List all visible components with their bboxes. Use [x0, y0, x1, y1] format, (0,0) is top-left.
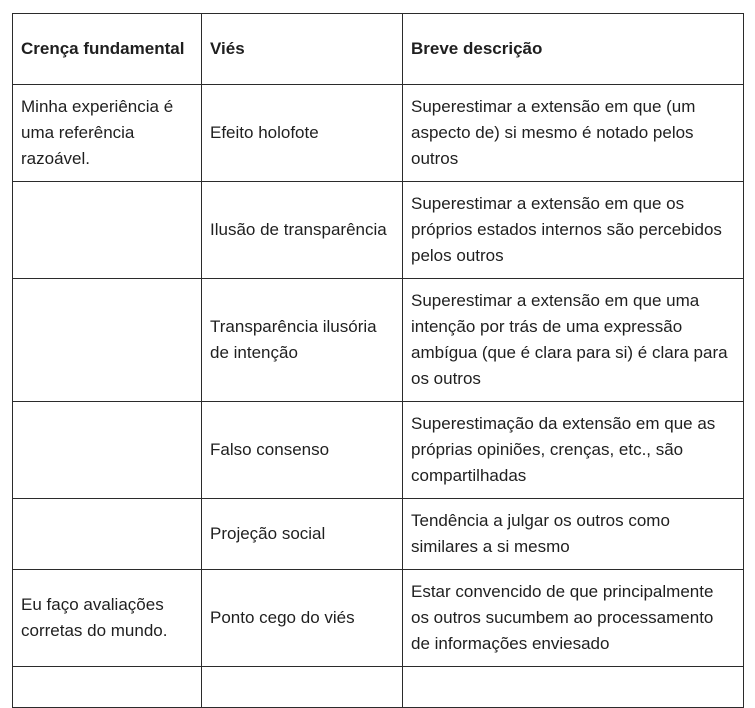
cell-bias: Efeito holofote — [202, 85, 403, 182]
cell-description — [403, 667, 744, 708]
cell-bias: Transparência ilusória de intenção — [202, 279, 403, 402]
cell-belief — [13, 279, 202, 402]
cell-description: Superestimar a extensão em que os próprios estados internos são percebidos pelos outros — [403, 182, 744, 279]
cell-bias — [202, 667, 403, 708]
table-row — [13, 85, 744, 182]
cell-description: Superestimação da extensão em que as próprias opiniões, crenças, etc., são compartilhadas — [403, 402, 744, 499]
cell-bias: Ponto cego do viés — [202, 570, 403, 667]
table-row — [13, 667, 744, 708]
bias-table — [12, 13, 744, 708]
table-row — [13, 570, 744, 667]
header-bias: Viés — [202, 14, 403, 85]
table-row — [13, 279, 744, 402]
table-header-row — [13, 14, 744, 85]
cell-description: Tendência a julgar os outros como similares a si mesmo — [403, 499, 744, 570]
bias-table-container — [12, 13, 744, 708]
cell-bias: Falso consenso — [202, 402, 403, 499]
header-core-belief: Crença fundamental — [13, 14, 202, 85]
cell-belief — [13, 499, 202, 570]
cell-description: Estar convencido de que principalmente os outros sucumbem ao processamento de informações enviesado — [403, 570, 744, 667]
table-row — [13, 499, 744, 570]
cell-description: Superestimar a extensão em que uma intenção por trás de uma expressão ambígua (que é clara para si) é clara para os outros — [403, 279, 744, 402]
cell-belief — [13, 667, 202, 708]
cell-belief: Eu faço avaliações corretas do mundo. — [13, 570, 202, 667]
cell-belief — [13, 402, 202, 499]
header-description: Breve descrição — [403, 14, 744, 85]
cell-bias: Ilusão de transparência — [202, 182, 403, 279]
cell-belief: Minha experiência é uma referência razoável. — [13, 85, 202, 182]
cell-belief — [13, 182, 202, 279]
cell-bias: Projeção social — [202, 499, 403, 570]
table-row — [13, 182, 744, 279]
cell-description: Superestimar a extensão em que (um aspecto de) si mesmo é notado pelos outros — [403, 85, 744, 182]
table-row — [13, 402, 744, 499]
